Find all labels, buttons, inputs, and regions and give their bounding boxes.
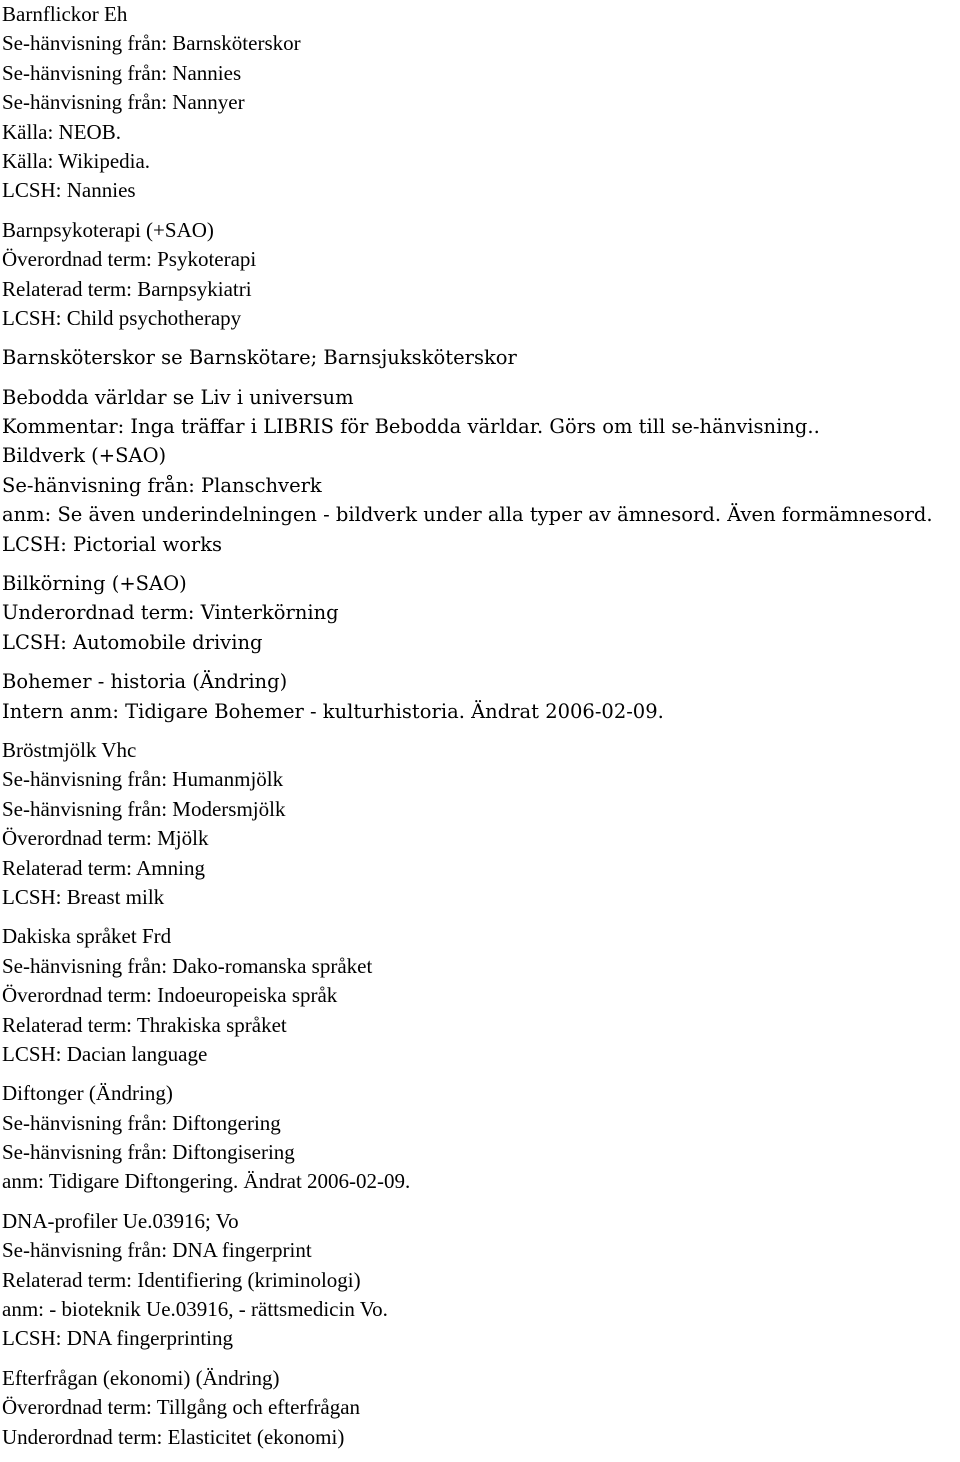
entry-line: Se-hänvisning från: Diftongering xyxy=(2,1110,281,1135)
entry-separator xyxy=(2,333,960,343)
entry-line: LCSH: Automobile driving xyxy=(2,630,263,654)
entry-line: Se-hänvisning från: Dako-romanska språket xyxy=(2,953,373,978)
entry-heading: Dakiska språket Frd xyxy=(2,924,172,949)
thesaurus-entries xyxy=(2,0,960,1452)
entry-line: anm: Se även underindelningen - bildverk under alla typer av ämnesord. Även formämnesord. xyxy=(2,503,933,527)
entry-heading: Bohemer - historia (Ändring) xyxy=(2,670,288,694)
entry-barnflickor xyxy=(2,0,960,206)
entry-line: LCSH: Nannies xyxy=(2,178,136,203)
entry-heading: Bilkörning (+SAO) xyxy=(2,572,187,596)
entry-line: LCSH: Child psychotherapy xyxy=(2,305,242,330)
entry-line: Underordnad term: Elasticitet (ekonomi) xyxy=(2,1424,345,1449)
entry-heading: Barnpsykoterapi (+SAO) xyxy=(2,217,214,242)
entry-line: Intern anm: Tidigare Bohemer - kulturhistoria. Ändrat 2006-02-09. xyxy=(2,699,664,723)
entry-line: Källa: Wikipedia. xyxy=(2,148,151,173)
entry-separator xyxy=(2,1354,960,1364)
entry-line: Se-hänvisning från: Nannies xyxy=(2,60,242,85)
entry-heading: DNA-profiler Ue.03916; Vo xyxy=(2,1208,239,1233)
entry-line: Se-hänvisning från: Modersmjölk xyxy=(2,796,286,821)
entry-brostmjolk xyxy=(2,736,960,912)
entry-line: Se-hänvisning från: DNA fingerprint xyxy=(2,1238,312,1263)
entry-line: anm: Tidigare Diftongering. Ändrat 2006-02-09. xyxy=(2,1169,411,1194)
entry-line: Relaterad term: Identifiering (kriminologi) xyxy=(2,1267,361,1292)
entry-heading: Barnflickor Eh xyxy=(2,2,128,26)
entry-line: Bildverk (+SAO) xyxy=(2,444,167,468)
entry-line: LCSH: Breast milk xyxy=(2,884,165,909)
entry-barnpsykoterapi xyxy=(2,216,960,334)
entry-separator xyxy=(2,206,960,216)
entry-line: Relaterad term: Amning xyxy=(2,855,205,880)
entry-heading: Diftonger (Ändring) xyxy=(2,1081,173,1106)
entry-line: LCSH: Dacian language xyxy=(2,1041,208,1066)
entry-line: LCSH: Pictorial works xyxy=(2,532,223,556)
entry-efterfragan xyxy=(2,1364,960,1452)
entry-line: anm: - bioteknik Ue.03916, - rättsmedicin Vo. xyxy=(2,1297,388,1322)
entry-heading: Efterfrågan (ekonomi) (Ändring) xyxy=(2,1365,280,1390)
entry-line: LCSH: DNA fingerprinting xyxy=(2,1326,233,1351)
entry-separator xyxy=(2,726,960,736)
entry-line: Källa: NEOB. xyxy=(2,119,121,144)
entry-line: Se-hänvisning från: Diftongisering xyxy=(2,1140,295,1165)
entry-line: Relaterad term: Thrakiska språket xyxy=(2,1012,287,1037)
entry-line: Överordnad term: Indoeuropeiska språk xyxy=(2,983,338,1008)
entry-line: Se-hänvisning från: Nannyer xyxy=(2,90,245,115)
entry-heading: Bebodda världar se Liv i universum xyxy=(2,385,354,409)
entry-line: Se-hänvisning från: Barnsköterskor xyxy=(2,31,301,56)
entry-dna-profiler xyxy=(2,1207,960,1354)
entry-line: Se-hänvisning från: Humanmjölk xyxy=(2,767,284,792)
entry-line: Överordnad term: Mjölk xyxy=(2,826,209,851)
entry-barnskoterskor xyxy=(2,343,960,372)
entry-line: Överordnad term: Tillgång och efterfrågan xyxy=(2,1395,361,1420)
entry-separator xyxy=(2,1197,960,1207)
entry-bebodda-varldar xyxy=(2,383,960,559)
entry-line: Underordnad term: Vinterkörning xyxy=(2,601,339,625)
entry-heading: Barnsköterskor se Barnskötare; Barnsjuksköterskor xyxy=(2,346,517,370)
entry-separator xyxy=(2,373,960,383)
entry-line: Se-hänvisning från: Planschverk xyxy=(2,473,322,497)
entry-separator xyxy=(2,1069,960,1079)
entry-separator xyxy=(2,559,960,569)
entry-heading: Bröstmjölk Vhc xyxy=(2,737,137,762)
entry-separator xyxy=(2,912,960,922)
entry-diftonger xyxy=(2,1079,960,1197)
entry-separator xyxy=(2,657,960,667)
entry-bilkorning xyxy=(2,569,960,657)
entry-dakiska-spraket xyxy=(2,922,960,1069)
entry-line: Överordnad term: Psykoterapi xyxy=(2,247,257,272)
entry-line: Kommentar: Inga träffar i LIBRIS för Bebodda världar. Görs om till se-hänvisning.. xyxy=(2,415,820,439)
entry-bohemer xyxy=(2,667,960,726)
entry-line: Relaterad term: Barnpsykiatri xyxy=(2,276,252,301)
